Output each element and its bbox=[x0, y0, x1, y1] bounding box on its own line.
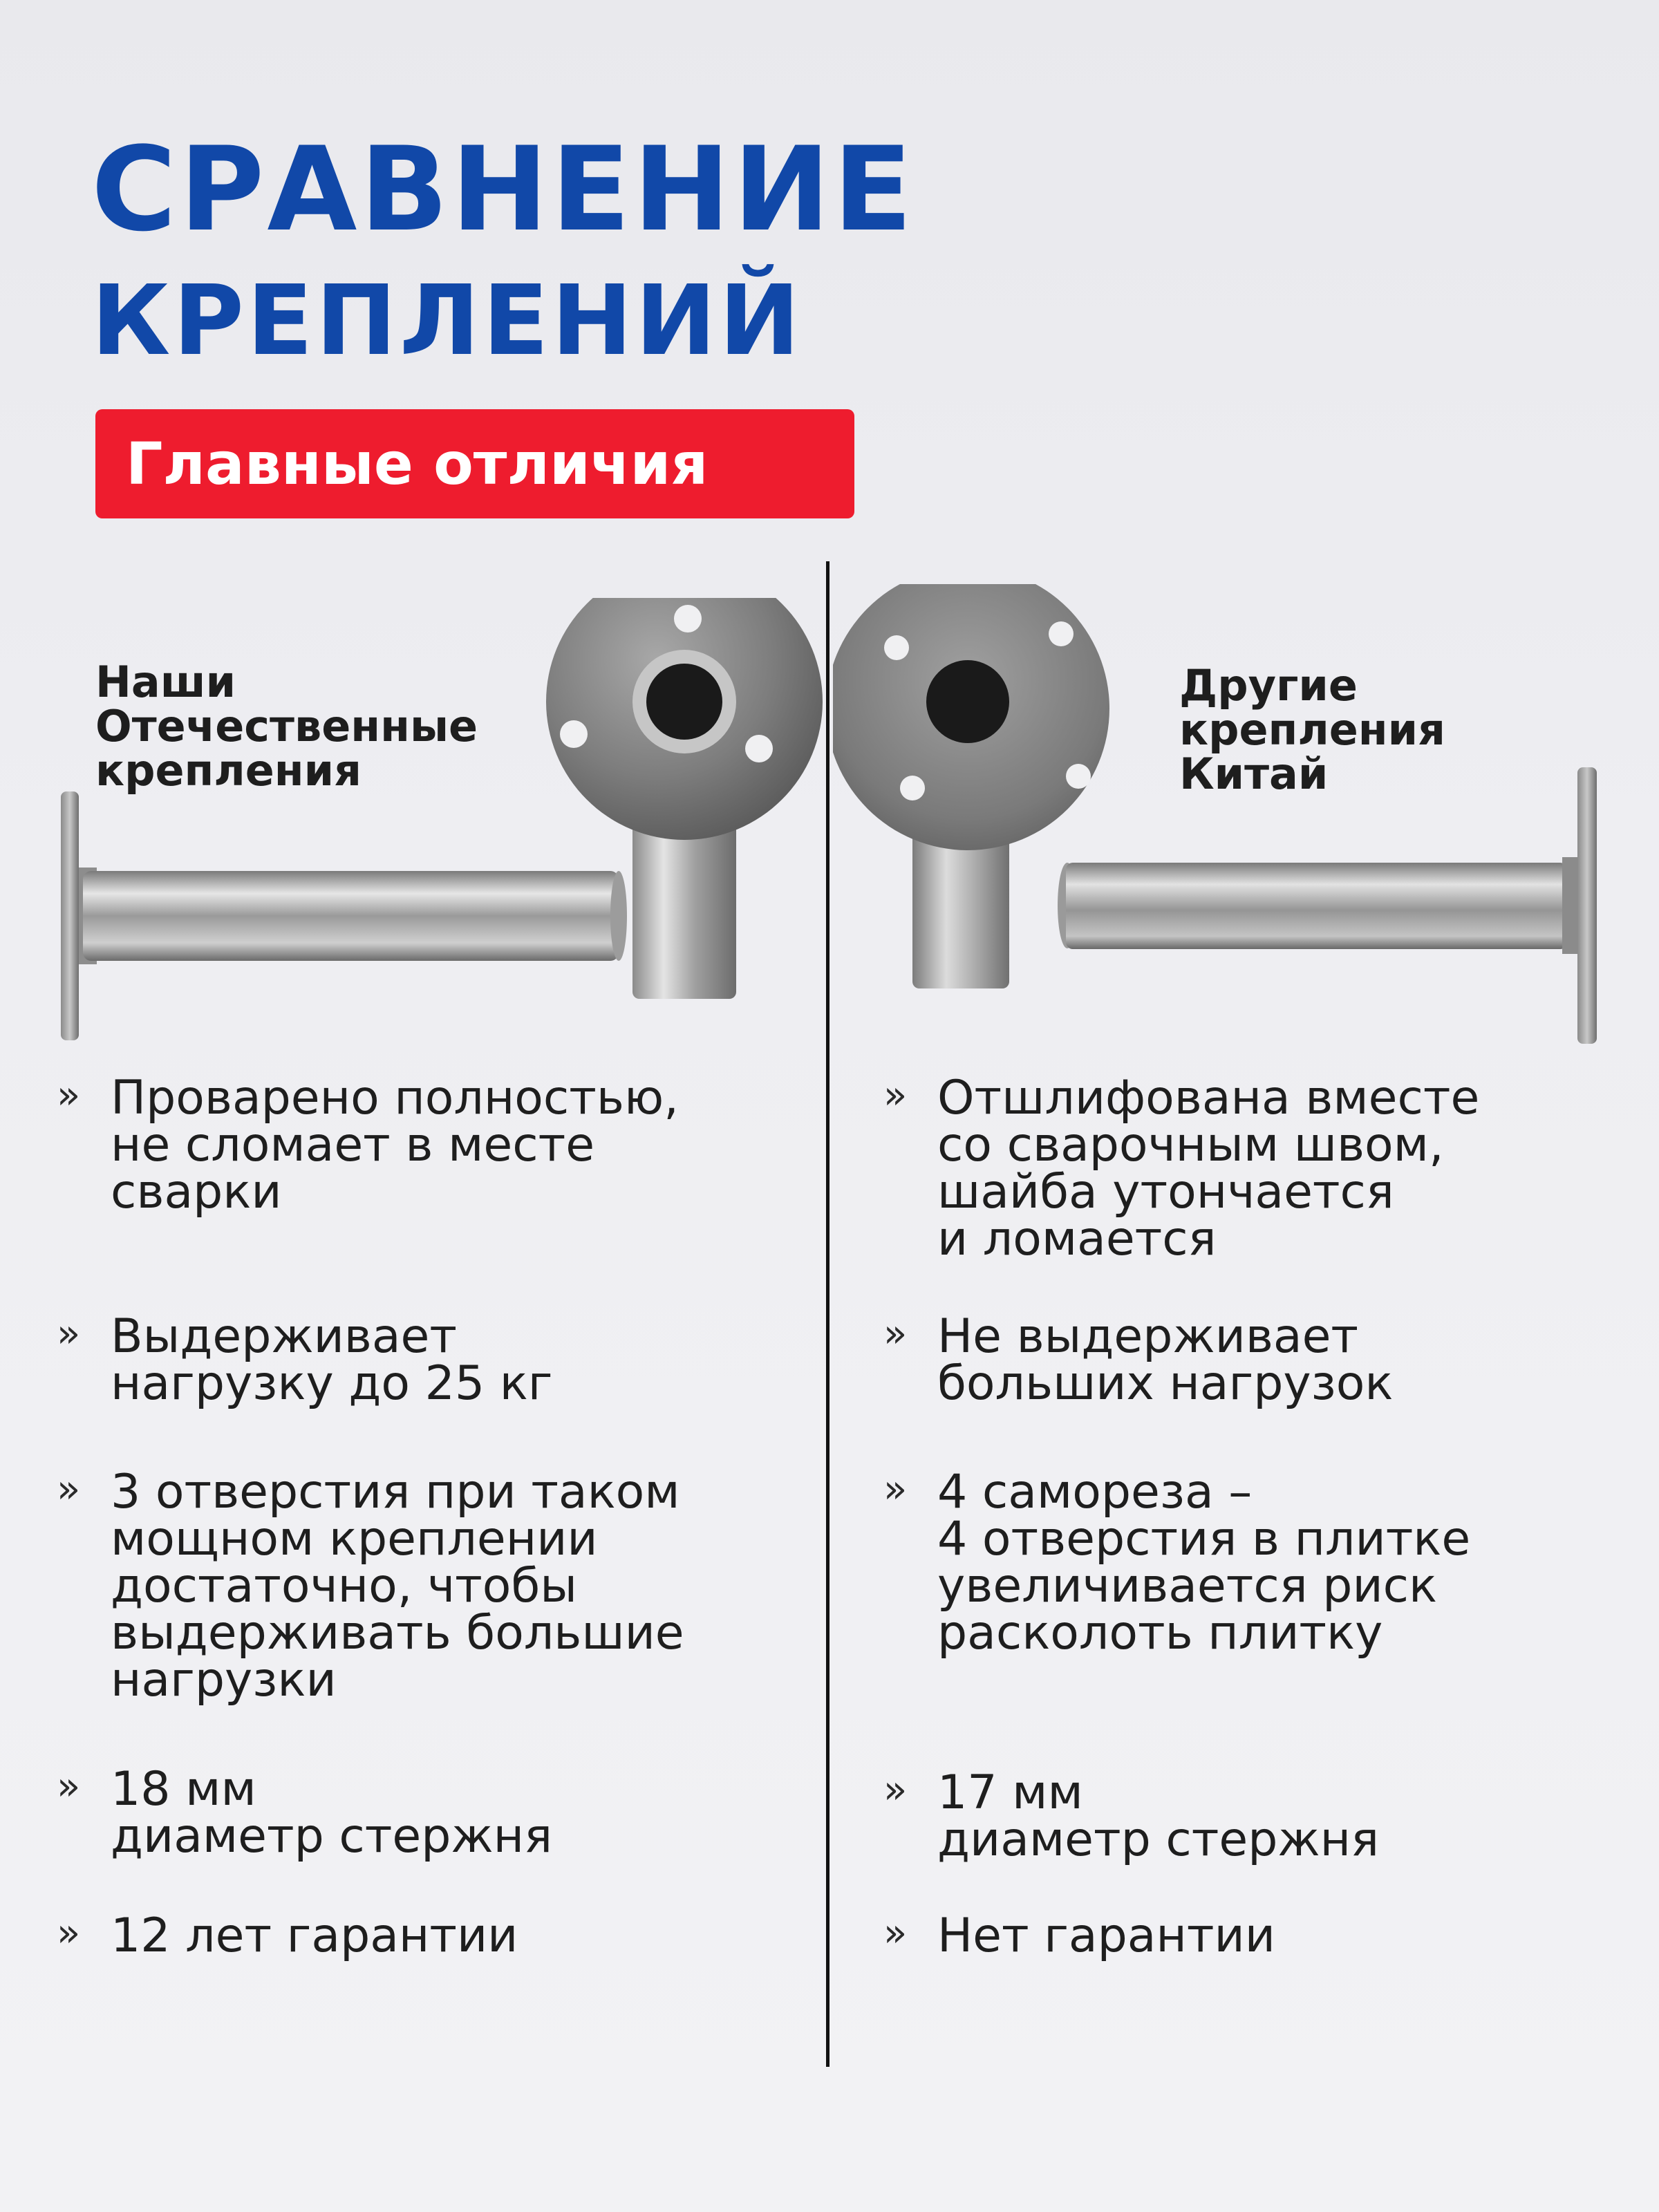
right-feature-welding bbox=[883, 1071, 1480, 1266]
feature-line: 3 отверстия при таком bbox=[111, 1465, 680, 1519]
left-caption bbox=[95, 657, 478, 796]
feature-line: достаточно, чтобы bbox=[111, 1559, 577, 1613]
bullet-icon: » bbox=[883, 1073, 908, 1118]
feature-line: увеличивается риск bbox=[937, 1559, 1438, 1613]
left-feature-diameter bbox=[57, 1762, 553, 1864]
feature-line: Отшлифована вместе bbox=[937, 1071, 1480, 1125]
right-feature-warranty bbox=[883, 1909, 1275, 1963]
bullet-icon: » bbox=[57, 1764, 81, 1809]
feature-line: нагрузку до 25 кг bbox=[111, 1356, 553, 1411]
left-mount-vertical-image bbox=[539, 598, 830, 1006]
feature-line: Нет гарантии bbox=[937, 1909, 1275, 1963]
feature-line: 4 самореза – bbox=[937, 1465, 1253, 1519]
left-feature-warranty bbox=[57, 1909, 518, 1963]
bullet-icon: » bbox=[57, 1467, 81, 1512]
bullet-icon: » bbox=[57, 1073, 81, 1118]
left-caption-line: крепления bbox=[95, 745, 362, 796]
right-caption-line: Китай bbox=[1179, 749, 1329, 799]
bullet-icon: » bbox=[883, 1911, 908, 1956]
right-feature-diameter bbox=[883, 1765, 1380, 1867]
bullet-icon: » bbox=[57, 1911, 81, 1956]
feature-line: мощном креплении bbox=[111, 1512, 598, 1566]
feature-line: Не выдерживает bbox=[937, 1309, 1359, 1364]
feature-line: больших нагрузок bbox=[937, 1356, 1394, 1411]
bullet-icon: » bbox=[883, 1768, 908, 1812]
bullet-icon: » bbox=[883, 1311, 908, 1356]
left-caption-line: Отечественные bbox=[95, 701, 478, 751]
left-feature-load bbox=[57, 1309, 553, 1411]
bullet-icon: » bbox=[883, 1467, 908, 1512]
feature-line: не сломает в месте bbox=[111, 1118, 595, 1172]
page-title-line2: КРЕПЛЕНИЙ bbox=[91, 265, 803, 377]
feature-line: Выдерживает bbox=[111, 1309, 458, 1364]
feature-line: Проварено полностью, bbox=[111, 1071, 679, 1125]
right-mount-horizontal-image bbox=[1051, 760, 1611, 1051]
bullet-icon: » bbox=[57, 1311, 81, 1356]
feature-line: нагрузки bbox=[111, 1653, 337, 1707]
feature-line: шайба утончается bbox=[937, 1165, 1394, 1219]
feature-line: 18 мм bbox=[111, 1762, 256, 1817]
left-feature-welding bbox=[57, 1071, 679, 1219]
feature-line: выдерживать большие bbox=[111, 1606, 684, 1660]
feature-line: расколоть плитку bbox=[937, 1606, 1383, 1660]
left-feature-holes bbox=[57, 1465, 684, 1707]
feature-line: диаметр стержня bbox=[937, 1812, 1380, 1867]
feature-line: сварки bbox=[111, 1165, 282, 1219]
right-caption-line: Другие bbox=[1179, 660, 1358, 711]
left-caption-line: Наши bbox=[95, 657, 236, 707]
main-differences-badge: Главные отличия bbox=[95, 409, 854, 518]
page-title-line1: СРАВНЕНИЕ bbox=[91, 122, 915, 257]
feature-line: и ломается bbox=[937, 1212, 1217, 1266]
feature-line: 4 отверстия в плитке bbox=[937, 1512, 1471, 1566]
feature-line: 12 лет гарантии bbox=[111, 1909, 518, 1963]
right-caption-line: крепления bbox=[1179, 704, 1445, 755]
feature-line: диаметр стержня bbox=[111, 1809, 553, 1864]
feature-line: со сварочным швом, bbox=[937, 1118, 1444, 1172]
feature-line: 17 мм bbox=[937, 1765, 1083, 1820]
right-feature-load bbox=[883, 1309, 1394, 1411]
right-feature-holes bbox=[883, 1465, 1471, 1660]
